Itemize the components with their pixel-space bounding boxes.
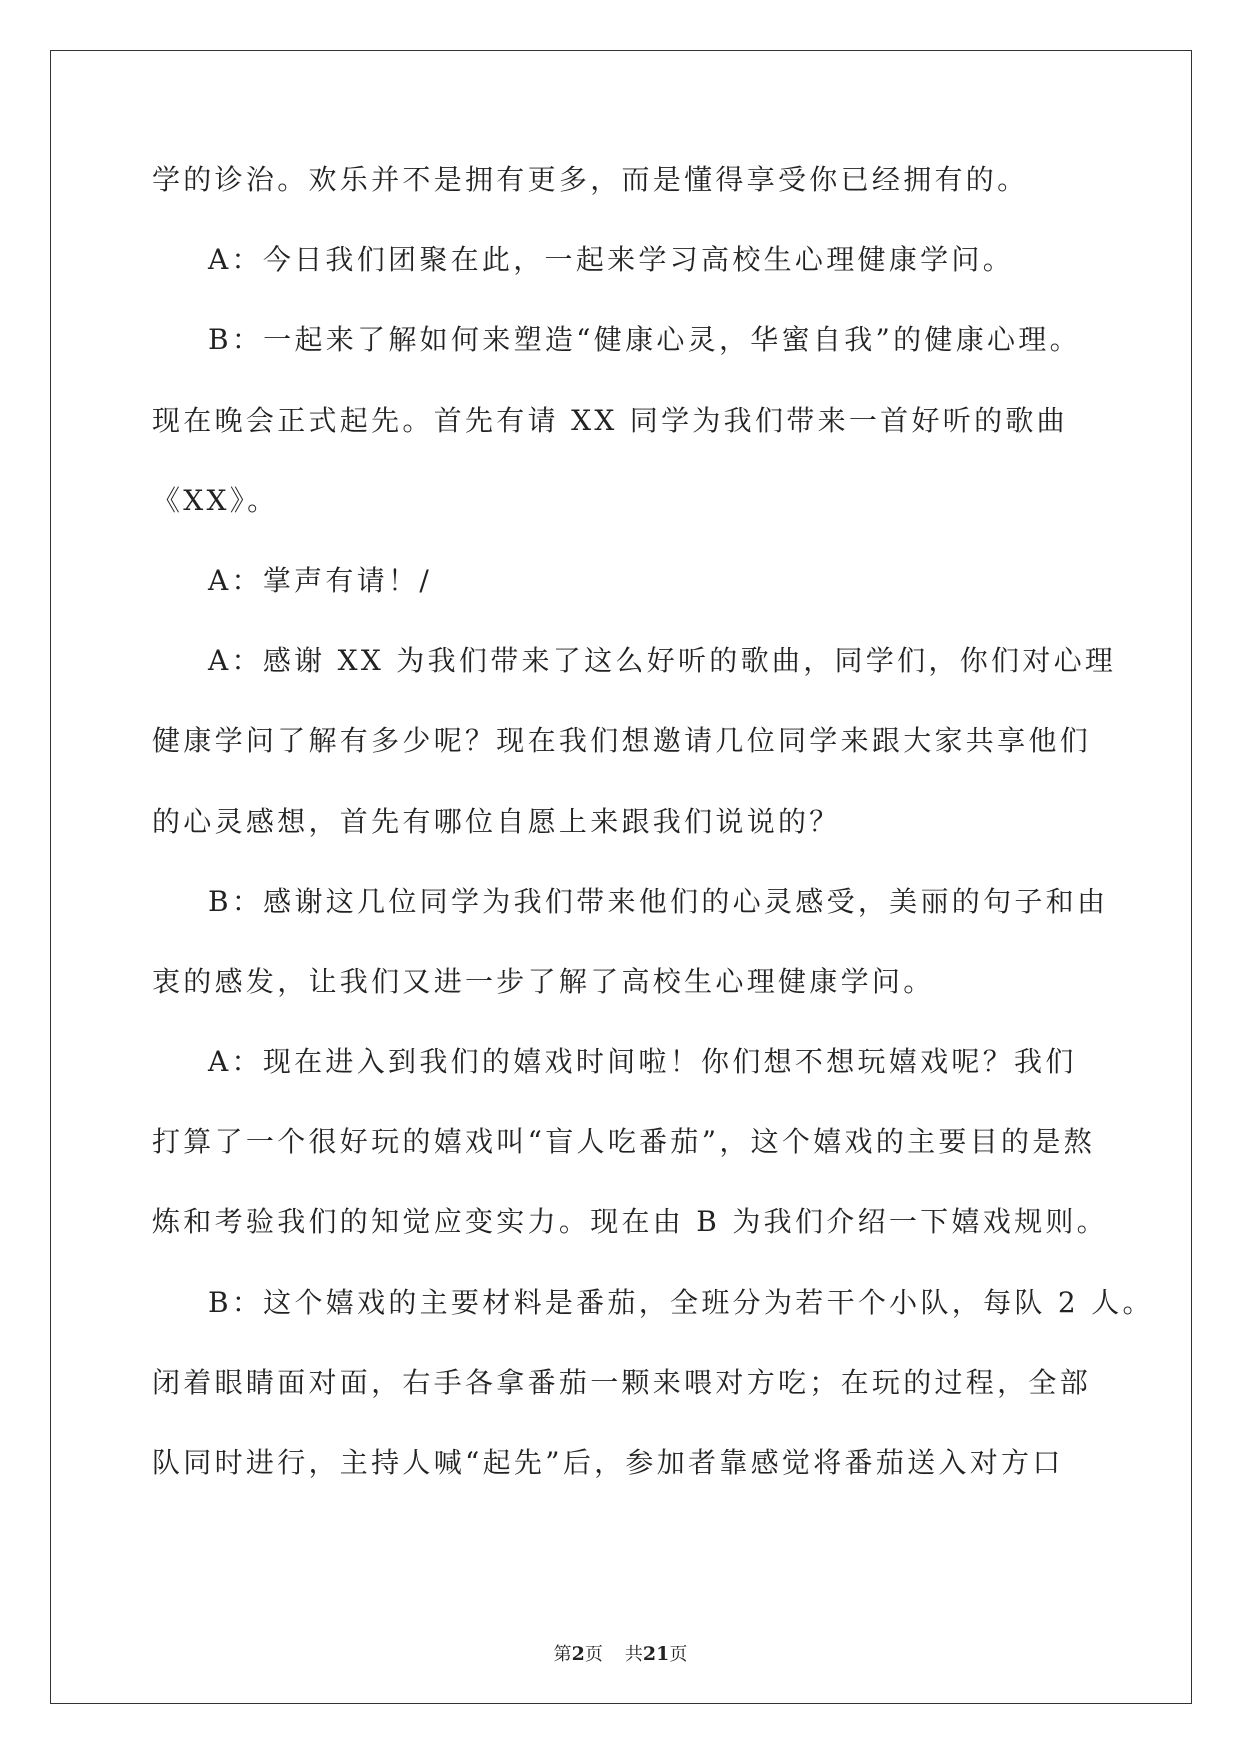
text-line: 健康学问了解有多少呢？现在我们想邀请几位同学来跟大家共享他们 (152, 724, 1092, 758)
document-body (152, 160, 1154, 1523)
text-line: A：今日我们团聚在此，一起来学习高校生心理健康学问。 (208, 243, 1015, 277)
text-line: B：一起来了解如何来塑造“健康心灵，华蜜自我”的健康心理。 (208, 323, 1081, 357)
text-line: B：感谢这几位同学为我们带来他们的心灵感受，美丽的句子和由 (208, 884, 1109, 918)
text-line: 衷的感发，让我们又进一步了解了高校生心理健康学问。 (152, 964, 935, 998)
page-suffix: 页 (584, 1644, 603, 1665)
text-line: 学的诊治。欢乐并不是拥有更多，而是懂得享受你已经拥有的。 (152, 163, 1029, 196)
page-current-number: 2 (571, 1643, 585, 1665)
total-prefix: 共 (624, 1644, 643, 1665)
page-prefix: 第 (553, 1644, 572, 1665)
page-total-number: 21 (642, 1643, 670, 1665)
text-line: A：掌声有请！/ (208, 563, 433, 597)
text-line: 打算了一个很好玩的嬉戏叫“盲人吃番茄”，这个嬉戏的主要目的是熬 (152, 1125, 1095, 1159)
text-line: 炼和考验我们的知觉应变实力。现在由 B 为我们介绍一下嬉戏规则。 (152, 1205, 1108, 1239)
total-suffix: 页 (669, 1644, 688, 1665)
text-line: A：感谢 XX 为我们带来了这么好听的歌曲，同学们，你们对心理 (208, 644, 1117, 678)
text-line: 队同时进行，主持人喊“起先”后，参加者靠感觉将番茄送入对方口 (152, 1446, 1064, 1479)
text-line: 《XX》。 (152, 483, 279, 517)
page-footer (0, 1640, 1241, 1666)
text-line: 闭着眼睛面对面，右手各拿番茄一颗来喂对方吃；在玩的过程，全部 (152, 1365, 1092, 1399)
text-line: 现在晚会正式起先。首先有请 XX 同学为我们带来一首好听的歌曲 (152, 403, 1068, 437)
text-line: B：这个嬉戏的主要材料是番茄，全班分为若干个小队，每队 2 人。 (208, 1285, 1154, 1319)
text-line: A：现在进入到我们的嬉戏时间啦！你们想不想玩嬉戏呢？我们 (208, 1045, 1077, 1079)
text-line: 的心灵感想，首先有哪位自愿上来跟我们说说的？ (152, 804, 841, 838)
